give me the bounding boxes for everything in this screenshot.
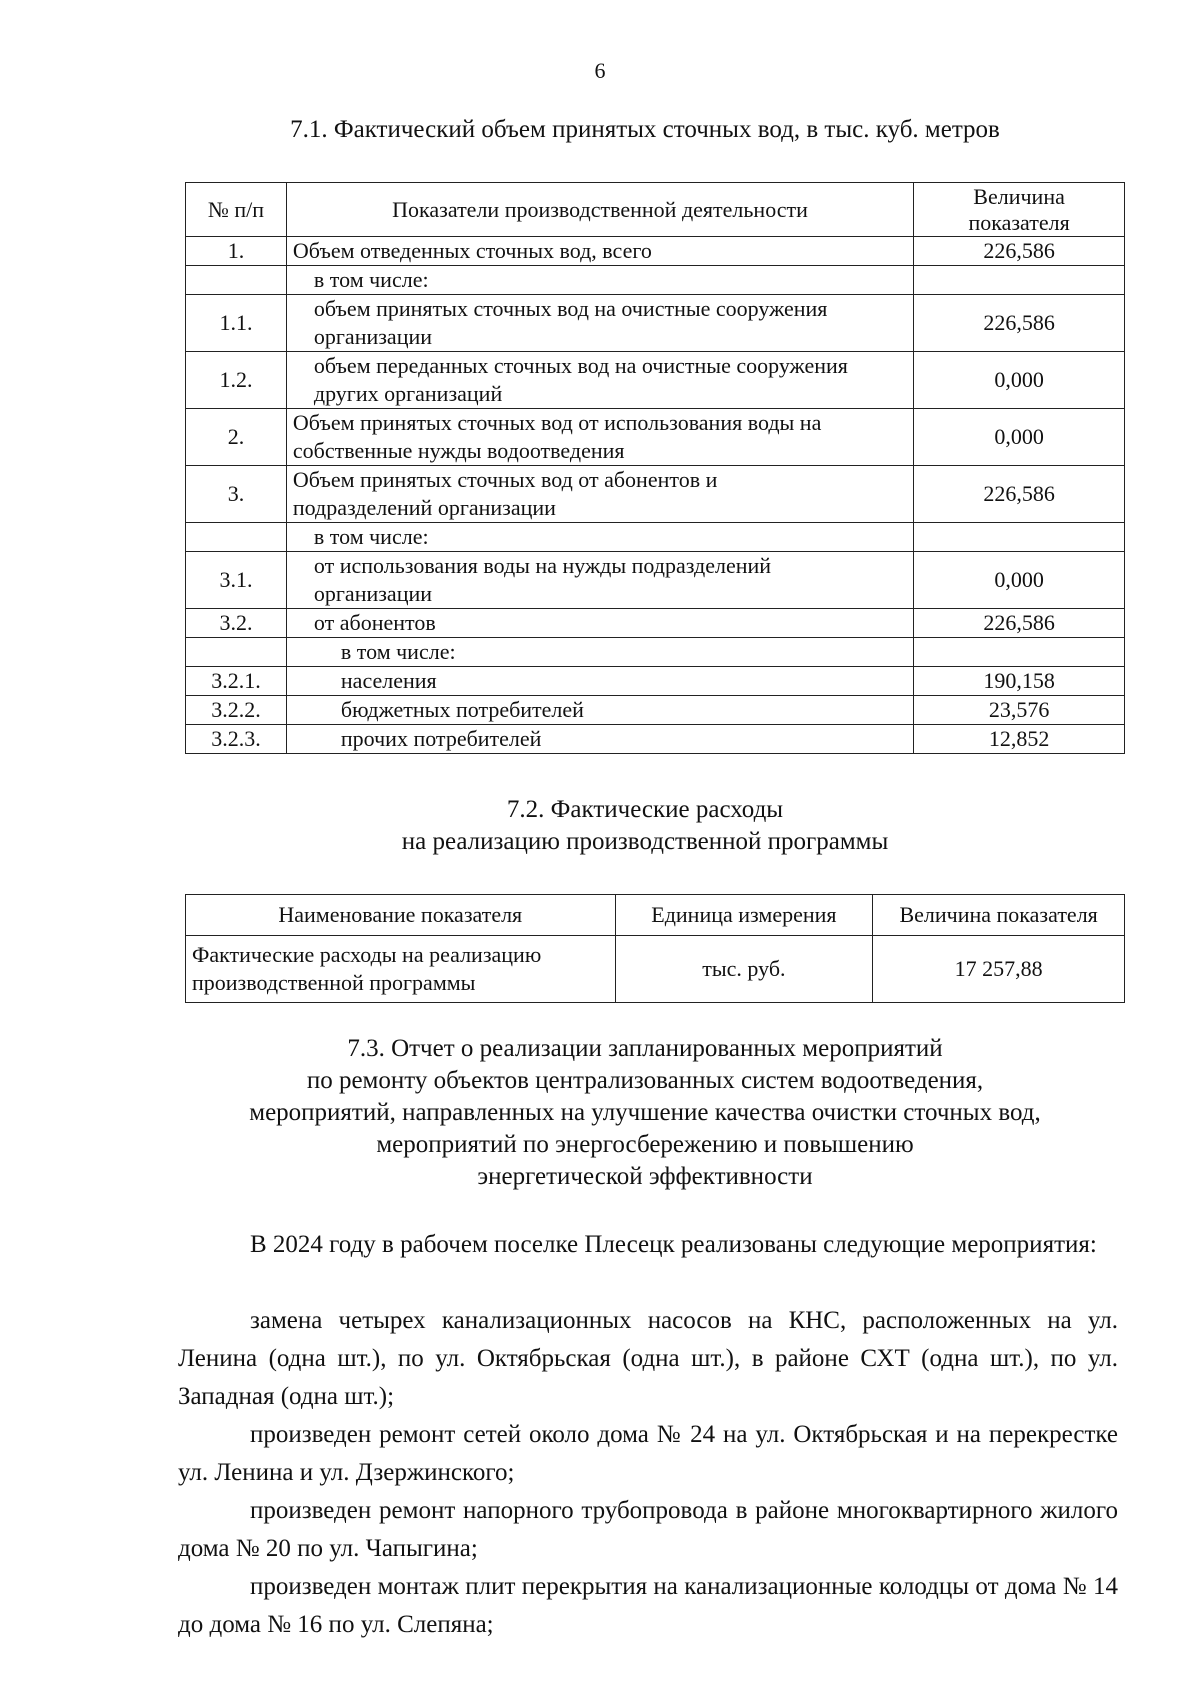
page-number: 6 (594, 58, 606, 83)
header-indicator: Показатели производственной деятельности (286, 183, 913, 237)
row-label: в том числе: (286, 523, 913, 552)
row-label: в том числе: (286, 266, 913, 295)
row-label: прочих потребителей (286, 725, 913, 754)
row-value: 0,000 (914, 409, 1125, 466)
header-value: Величина показателя (873, 895, 1125, 936)
table-row (186, 466, 1125, 523)
table-row (186, 725, 1125, 754)
row-num: 3.1. (186, 552, 287, 609)
header-unit: Единица измерения (615, 895, 873, 936)
row-label: населения (286, 667, 913, 696)
row-label: Объем принятых сточных вод от абонентов и подразделений организации (286, 466, 913, 523)
table-row (186, 552, 1125, 609)
row-label: бюджетных потребителей (286, 696, 913, 725)
table-row (186, 523, 1125, 552)
expense-unit: тыс. руб. (615, 936, 873, 1003)
row-num: 2. (186, 409, 287, 466)
row-num: 3.2.3. (186, 725, 287, 754)
expense-name: Фактические расходы на реализацию производственной программы (186, 936, 616, 1003)
table-row (186, 696, 1125, 725)
row-value: 226,586 (914, 609, 1125, 638)
expenses-table (185, 894, 1125, 1003)
section-7-3-title-line: 7.3. Отчет о реализации запланированных мероприятий (347, 1035, 943, 1062)
table-row (186, 638, 1125, 667)
row-num: 1. (186, 237, 287, 266)
table-header-row (186, 895, 1125, 936)
row-value: 226,586 (914, 237, 1125, 266)
row-num: 3. (186, 466, 287, 523)
paragraph-networks: произведен ремонт сетей около дома № 24 на ул. Октябрьская и на перекрестке ул. Ленина и ул. Дзержинского; (178, 1421, 1118, 1486)
section-7-3-title-line: мероприятий по энергосбережению и повышению (376, 1131, 914, 1158)
row-num: 1.2. (186, 352, 287, 409)
row-num: 3.2.1. (186, 667, 287, 696)
expense-value: 17 257,88 (873, 936, 1125, 1003)
table-row (186, 936, 1125, 1003)
section-7-3-title-line: по ремонту объектов централизованных систем водоотведения, (306, 1067, 984, 1094)
section-7-3-title-line: энергетической эффективности (477, 1163, 813, 1190)
row-value (914, 266, 1125, 295)
row-value: 23,576 (914, 696, 1125, 725)
row-label: от использования воды на нужды подразделений организации (286, 552, 913, 609)
row-num: 3.2. (186, 609, 287, 638)
section-7-1-title: 7.1. Фактический объем принятых сточных вод, в тыс. куб. метров (290, 116, 1000, 143)
header-num: № п/п (186, 183, 287, 237)
row-value: 0,000 (914, 352, 1125, 409)
row-value: 0,000 (914, 552, 1125, 609)
row-label: от абонентов (286, 609, 913, 638)
row-label: Объем принятых сточных вод от использования воды на собственные нужды водоотведения (286, 409, 913, 466)
row-label: Объем отведенных сточных вод, всего (286, 237, 913, 266)
row-num (186, 638, 287, 667)
section-7-2-title (180, 794, 1110, 858)
table-row (186, 266, 1125, 295)
table-row (186, 237, 1125, 266)
table-row (186, 295, 1125, 352)
row-value: 226,586 (914, 466, 1125, 523)
row-num: 1.1. (186, 295, 287, 352)
section-7-2-title-line-1: 7.2. Фактические расходы (506, 796, 784, 823)
row-label: объем принятых сточных вод на очистные сооружения организации (286, 295, 913, 352)
paragraph-intro: В 2024 году в рабочем поселке Плесецк реализованы следующие мероприятия: (250, 1231, 1097, 1258)
section-7-3-title-line: мероприятий, направленных на улучшение качества очистки сточных вод, (249, 1099, 1041, 1126)
table-header-row (186, 183, 1125, 237)
row-value: 190,158 (914, 667, 1125, 696)
header-name: Наименование показателя (186, 895, 616, 936)
row-label: объем переданных сточных вод на очистные сооружения других организаций (286, 352, 913, 409)
row-num (186, 523, 287, 552)
paragraph-pipeline: произведен ремонт напорного трубопровода в районе многоквартирного жилого дома № 20 по ул. Чапыгина; (178, 1497, 1118, 1562)
wastewater-volume-table (185, 182, 1125, 754)
row-num: 3.2.2. (186, 696, 287, 725)
row-num (186, 266, 287, 295)
table-row (186, 352, 1125, 409)
row-label: в том числе: (286, 638, 913, 667)
paragraph-pumps: замена четырех канализационных насосов на КНС, расположенных на ул. Ленина (одна шт.), по ул. Октябрьская (одна шт.), в районе СХТ (одна шт.), по ул. Западная (одна шт.); (178, 1307, 1118, 1410)
row-value: 226,586 (914, 295, 1125, 352)
table-row (186, 667, 1125, 696)
row-value (914, 638, 1125, 667)
paragraph-slabs: произведен монтаж плит перекрытия на канализационные колодцы от дома № 14 до дома № 16 по ул. Слепяна; (178, 1573, 1118, 1638)
section-7-3-title (180, 1033, 1110, 1193)
section-7-2-title-line-2: на реализацию производственной программы (401, 828, 889, 855)
table-row (186, 609, 1125, 638)
table-row (186, 409, 1125, 466)
row-value (914, 523, 1125, 552)
row-value: 12,852 (914, 725, 1125, 754)
header-value: Величина показателя (914, 183, 1125, 237)
